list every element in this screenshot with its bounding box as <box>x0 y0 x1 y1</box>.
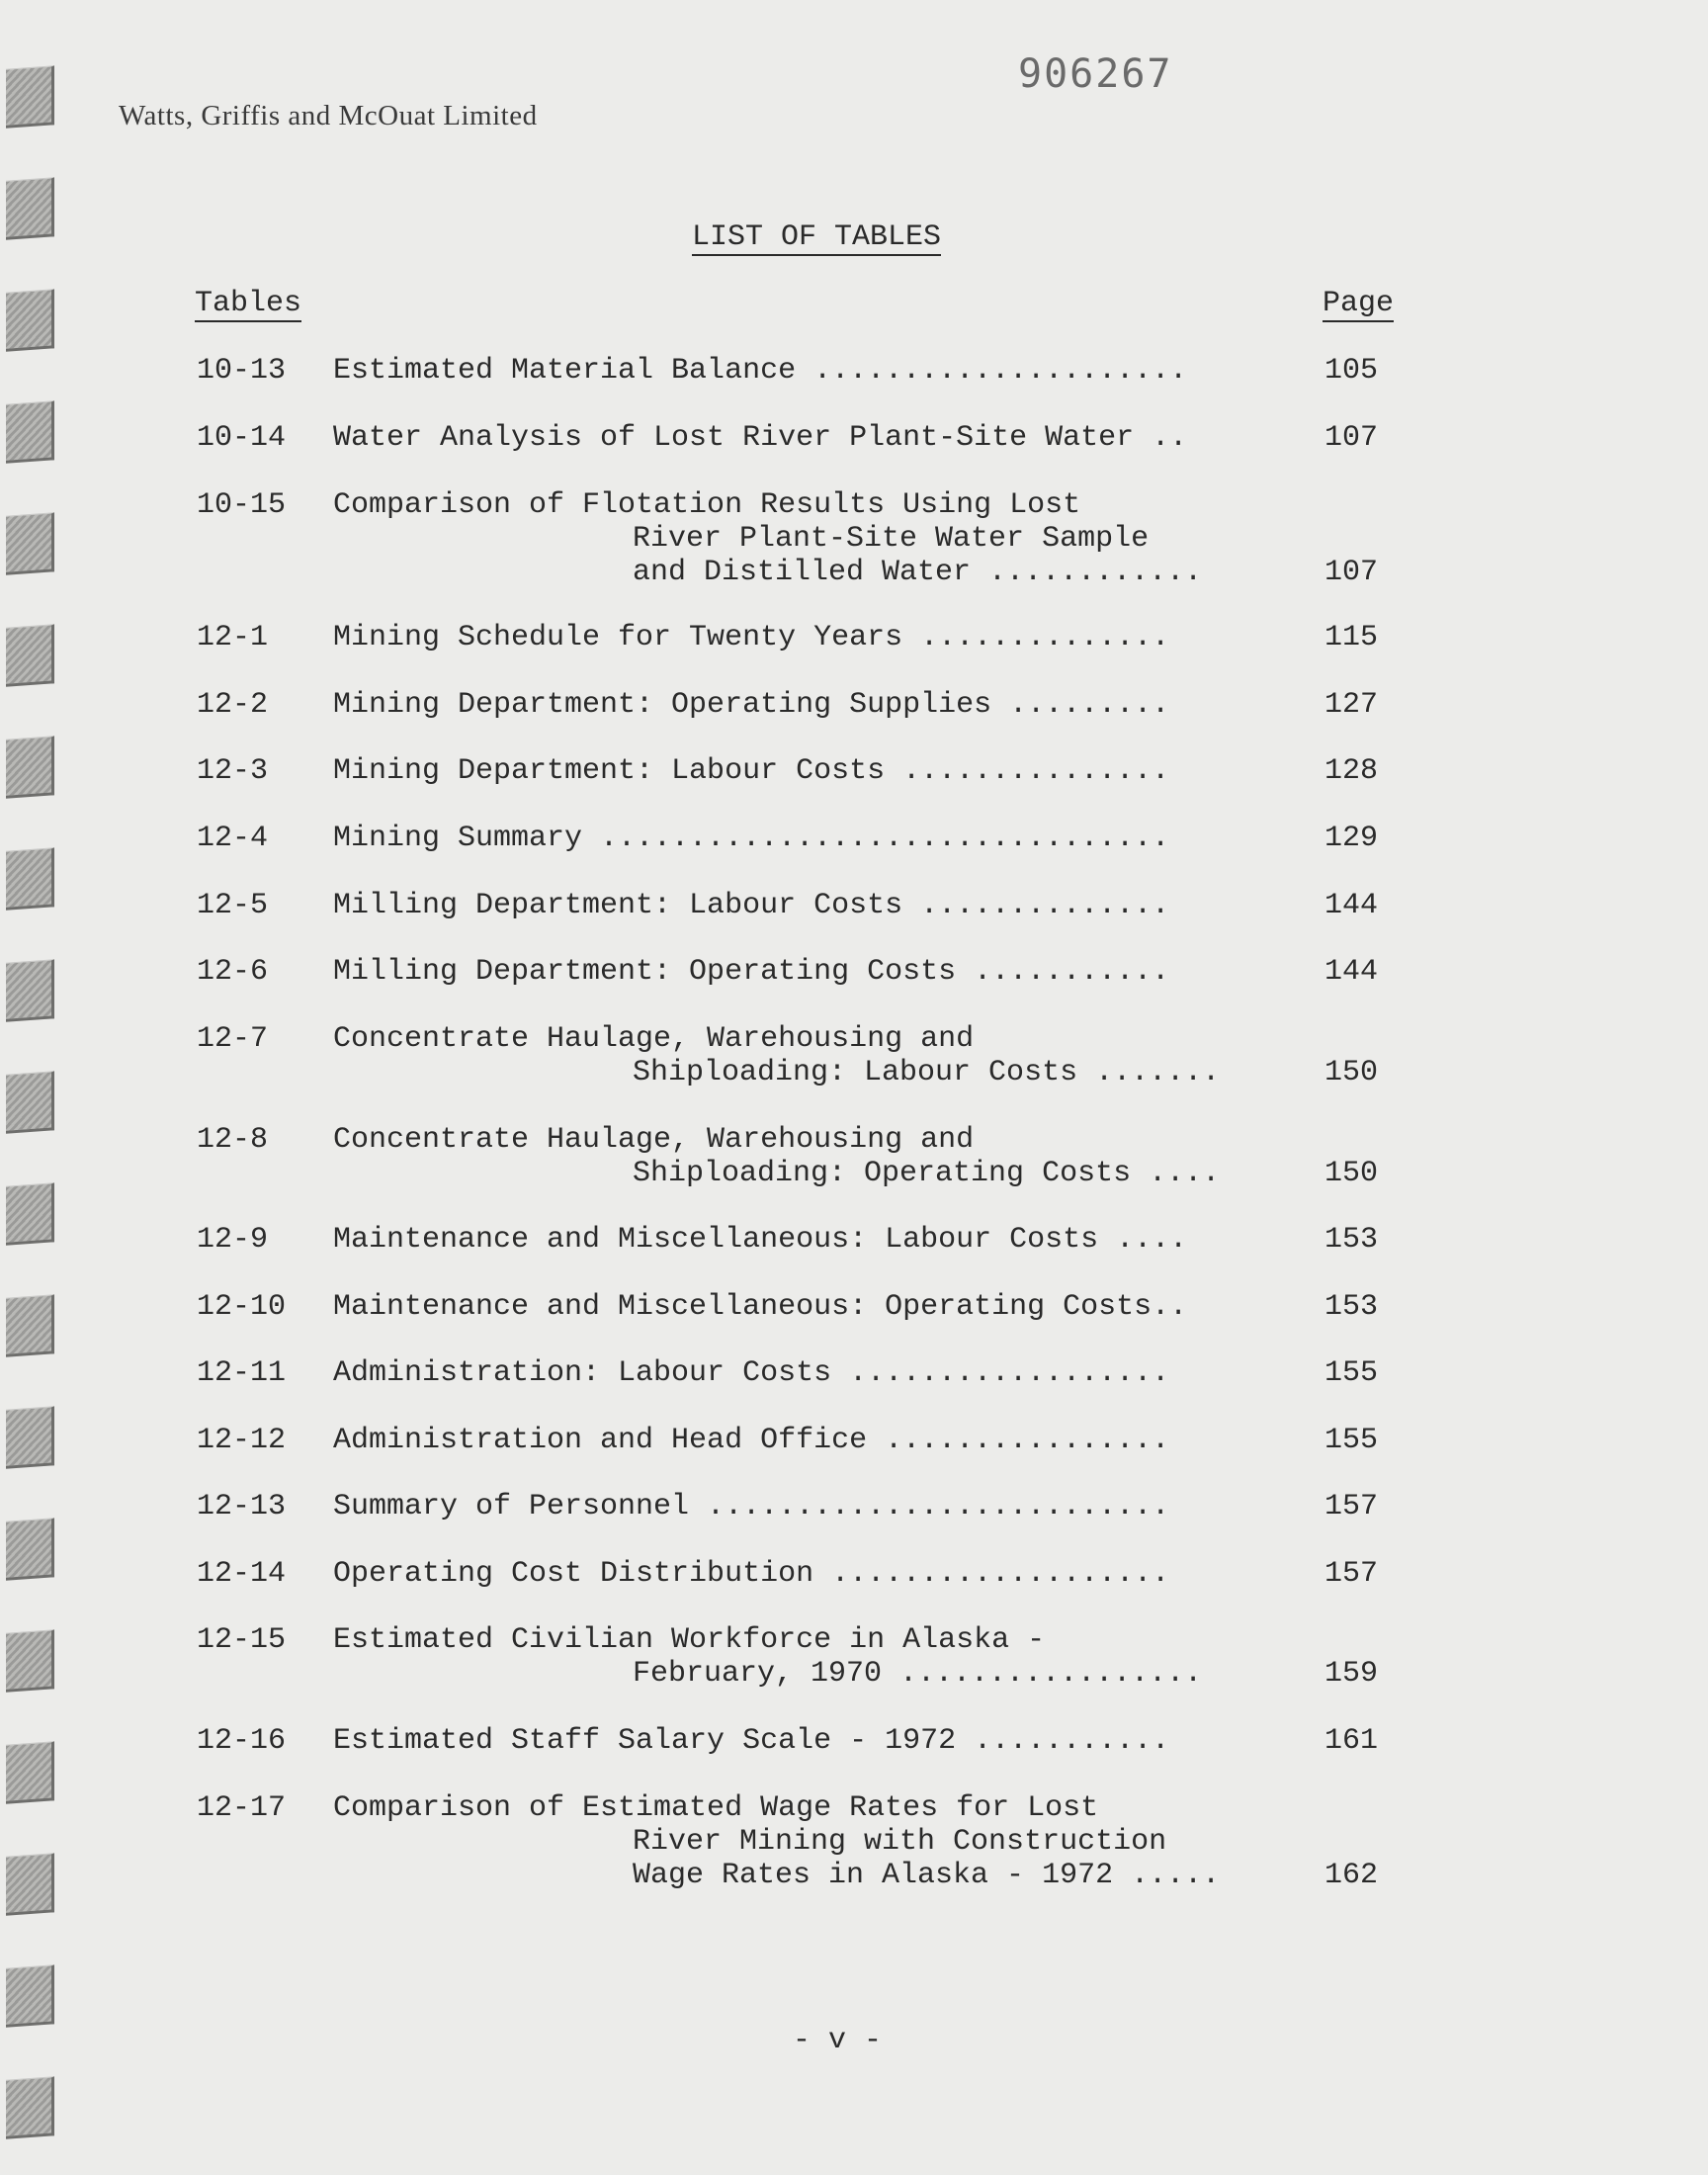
document-stamp-number: 906267 <box>1018 51 1173 97</box>
binding-hole <box>6 2076 54 2138</box>
table-number: 10-15 <box>197 488 287 522</box>
table-title-line: Milling Department: Labour Costs .............. <box>333 889 1170 922</box>
column-header-page: Page <box>1323 287 1395 320</box>
table-title-line: Concentrate Haulage, Warehousing and <box>333 1123 975 1157</box>
binding-hole <box>6 624 54 686</box>
table-page-number: 153 <box>1324 1223 1379 1257</box>
table-title-line: River Mining with Construction <box>633 1825 1167 1859</box>
table-number: 12-2 <box>197 688 269 722</box>
binding-hole <box>6 847 54 910</box>
table-number: 12-9 <box>197 1223 269 1257</box>
table-number: 12-6 <box>197 955 269 989</box>
table-number: 12-7 <box>197 1022 269 1056</box>
column-header-tables: Tables <box>195 287 302 320</box>
table-title-line: Wage Rates in Alaska - 1972 ..... <box>633 1859 1221 1892</box>
table-title-line: Estimated Civilian Workforce in Alaska - <box>333 1623 1046 1657</box>
binding-hole <box>6 1629 54 1692</box>
binding-hole <box>6 1406 54 1468</box>
firm-name: Watts, Griffis and McOuat Limited <box>119 100 538 131</box>
table-number: 10-13 <box>197 354 287 388</box>
table-title-line: Estimated Staff Salary Scale - 1972 ........... <box>333 1724 1170 1758</box>
binding-hole <box>6 65 54 128</box>
table-title-line: Administration: Labour Costs .................. <box>333 1356 1170 1390</box>
table-number: 12-15 <box>197 1623 287 1657</box>
table-title-line: Water Analysis of Lost River Plant-Site Water .. <box>333 421 1188 455</box>
table-page-number: 105 <box>1324 354 1379 388</box>
binding-hole <box>6 1853 54 1915</box>
table-page-number: 150 <box>1324 1056 1379 1089</box>
table-title-line: Maintenance and Miscellaneous: Operating Costs.. <box>333 1290 1188 1324</box>
binding-hole <box>6 1071 54 1133</box>
spiral-binding <box>0 0 69 2175</box>
table-title-line: Administration and Head Office ................ <box>333 1424 1170 1457</box>
table-title-line: February, 1970 ................. <box>633 1657 1203 1691</box>
table-number: 10-14 <box>197 421 287 455</box>
table-title-line: Operating Cost Distribution ................... <box>333 1557 1170 1591</box>
table-page-number: 157 <box>1324 1490 1379 1523</box>
page-number: - v - <box>793 2024 883 2057</box>
table-page-number: 127 <box>1324 688 1379 722</box>
binding-hole <box>6 1518 54 1580</box>
table-page-number: 153 <box>1324 1290 1379 1324</box>
table-page-number: 162 <box>1324 1859 1379 1892</box>
table-number: 12-5 <box>197 889 269 922</box>
table-title-line: Mining Schedule for Twenty Years .............. <box>333 621 1170 654</box>
table-number: 12-4 <box>197 822 269 855</box>
binding-hole <box>6 400 54 463</box>
table-page-number: 157 <box>1324 1557 1379 1591</box>
table-number: 12-13 <box>197 1490 287 1523</box>
table-page-number: 150 <box>1324 1157 1379 1190</box>
table-title-line: Comparison of Flotation Results Using Lost <box>333 488 1081 522</box>
table-page-number: 144 <box>1324 889 1379 922</box>
table-page-number: 144 <box>1324 955 1379 989</box>
table-page-number: 155 <box>1324 1356 1379 1390</box>
binding-hole <box>6 1182 54 1245</box>
table-title-line: and Distilled Water ............ <box>633 556 1203 589</box>
binding-hole <box>6 289 54 351</box>
page-title: LIST OF TABLES <box>692 220 942 254</box>
table-title-line: Milling Department: Operating Costs ........... <box>333 955 1170 989</box>
table-title-line: Shiploading: Labour Costs ....... <box>633 1056 1221 1089</box>
table-title-line: River Plant-Site Water Sample <box>633 522 1150 556</box>
table-number: 12-10 <box>197 1290 287 1324</box>
binding-hole <box>6 1741 54 1803</box>
table-number: 12-17 <box>197 1791 287 1825</box>
table-page-number: 107 <box>1324 556 1379 589</box>
table-title-line: Mining Department: Labour Costs ............... <box>333 754 1170 788</box>
table-number: 12-12 <box>197 1424 287 1457</box>
table-title-line: Comparison of Estimated Wage Rates for Lost <box>333 1791 1099 1825</box>
table-page-number: 155 <box>1324 1424 1379 1457</box>
binding-hole <box>6 177 54 239</box>
table-number: 12-14 <box>197 1557 287 1591</box>
binding-hole <box>6 736 54 798</box>
binding-hole <box>6 1294 54 1356</box>
table-number: 12-3 <box>197 754 269 788</box>
table-number: 12-16 <box>197 1724 287 1758</box>
binding-hole <box>6 512 54 574</box>
table-page-number: 128 <box>1324 754 1379 788</box>
table-title-line: Summary of Personnel .......................... <box>333 1490 1170 1523</box>
table-title-line: Maintenance and Miscellaneous: Labour Costs .... <box>333 1223 1188 1257</box>
binding-hole <box>6 959 54 1021</box>
table-title-line: Concentrate Haulage, Warehousing and <box>333 1022 975 1056</box>
table-number: 12-1 <box>197 621 269 654</box>
table-page-number: 107 <box>1324 421 1379 455</box>
table-title-line: Shiploading: Operating Costs .... <box>633 1157 1221 1190</box>
table-page-number: 115 <box>1324 621 1379 654</box>
table-number: 12-8 <box>197 1123 269 1157</box>
table-page-number: 159 <box>1324 1657 1379 1691</box>
table-number: 12-11 <box>197 1356 287 1390</box>
table-title-line: Mining Department: Operating Supplies ......... <box>333 688 1170 722</box>
binding-hole <box>6 1964 54 2027</box>
table-title-line: Mining Summary ................................ <box>333 822 1170 855</box>
table-page-number: 129 <box>1324 822 1379 855</box>
table-title-line: Estimated Material Balance ..................... <box>333 354 1188 388</box>
table-page-number: 161 <box>1324 1724 1379 1758</box>
